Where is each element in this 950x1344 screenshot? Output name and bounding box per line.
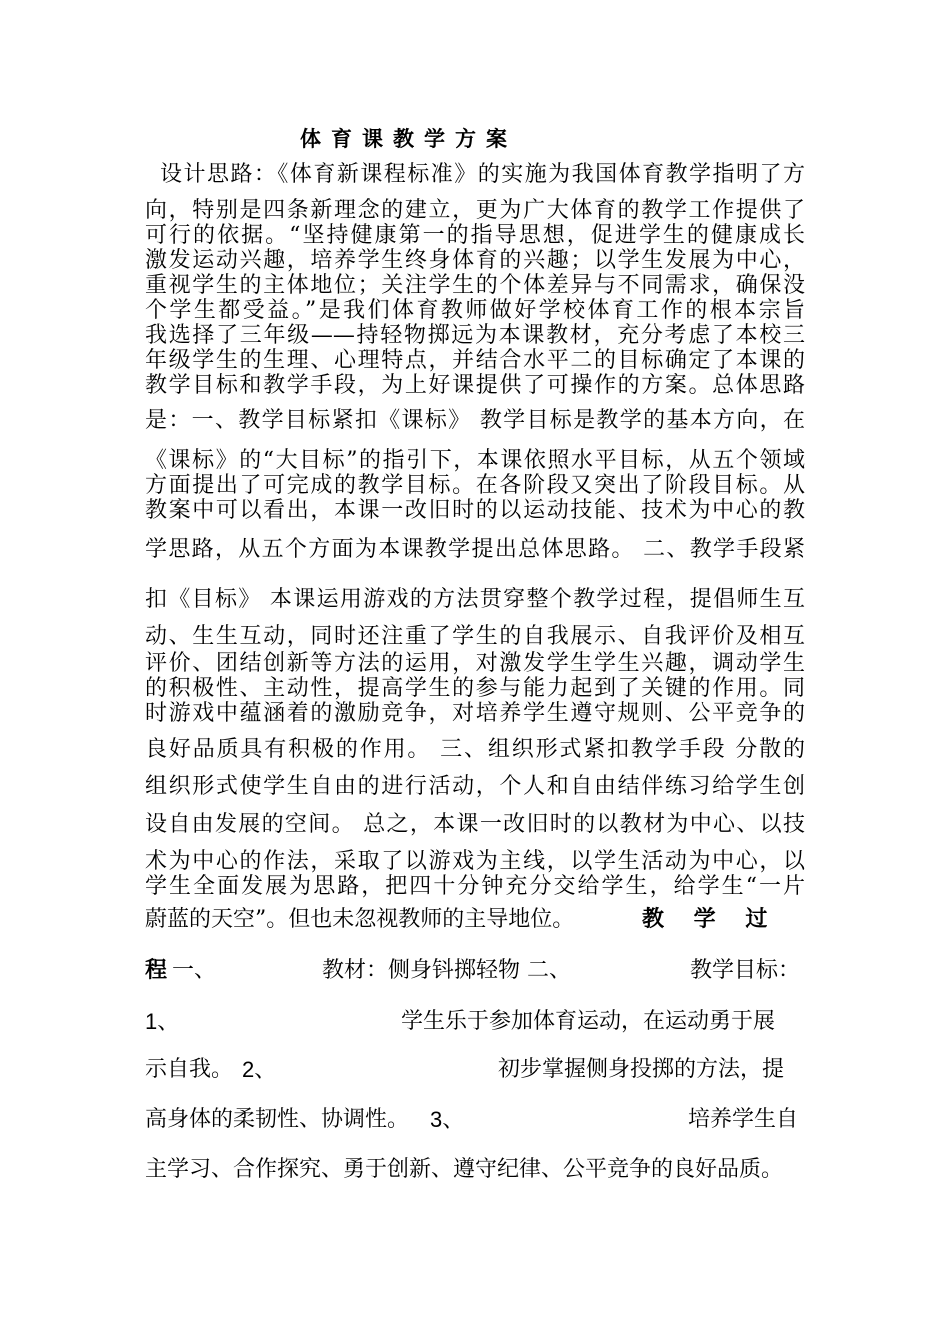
paragraph-line: 动、生生互动，同时还注重了学生的自我展示、自我评价及相互 [145, 624, 805, 649]
paragraph-line: 个学生都受益。”是我们体育教师做好学校体育工作的根本宗旨 [145, 298, 805, 323]
paragraph-line: 我选择了三年级——持轻物掷远为本课教材，充分考虑了本校三 [145, 323, 805, 348]
list-marker: 1、 [145, 1009, 180, 1034]
section-heading-part: 教 学 过 [642, 907, 768, 932]
paragraph-line: 组织形式使学生自由的进行活动，个人和自由结伴练习给学生创 [145, 774, 805, 799]
paragraph-line: 设自由发展的空间。 总之，本课一改旧时的以教材为中心、以技 [145, 812, 805, 837]
paragraph-line: 教学目标： [690, 958, 801, 983]
paragraph-line: 教学目标和教学手段，为上好课提供了可操作的方案。总体思路 [145, 373, 805, 398]
paragraph-line: 是：一、教学目标紧扣《课标》 教学目标是教学的基本方向，在 [145, 408, 805, 433]
list-marker: 一、 [172, 958, 217, 983]
list-marker: 3、 [430, 1107, 465, 1132]
paragraph-line: 年级学生的生理、心理特点，并结合水平二的目标确定了本课的 [145, 348, 805, 373]
paragraph-line: 可行的依据。“坚持健康第一的指导思想，促进学生的健康成长 [145, 223, 805, 248]
paragraph-line: 重视学生的主体地位；关注学生的个体差异与不同需求，确保没 [145, 273, 805, 298]
list-marker: 2、 [242, 1057, 277, 1082]
list-item-text: 高身体的柔韧性、协调性。 [145, 1107, 410, 1132]
paragraph-line: 教案中可以看出，本课一改旧时的以运动技能、技术为中心的教 [145, 498, 805, 523]
paragraph-line: 的积极性、主动性，提高学生的参与能力起到了关键的作用。同 [145, 676, 805, 701]
paragraph-line: 学思路，从五个方面为本课教学提出总体思路。 二、教学手段紧 [145, 537, 805, 562]
paragraph-line: 《课标》的“大目标”的指引下，本课依照水平目标，从五个领域 [145, 448, 805, 473]
section-heading-part: 程 [145, 958, 168, 983]
paragraph-line: 方面提出了可完成的教学目标。在各阶段又突出了阶段目标。从 [145, 473, 805, 498]
document-title: 体育课教学方案 [300, 127, 517, 151]
paragraph-line: 时游戏中蕴涵着的激励竞争，对培养学生遵守规则、公平竞争的 [145, 701, 805, 726]
paragraph-line: 激发运动兴趣，培养学生终身体育的兴趣；以学生发展为中心， [145, 248, 805, 273]
paragraph-line: 扣《目标》 本课运用游戏的方法贯穿整个教学过程，提倡师生互 [145, 587, 805, 612]
paragraph-line: 蔚蓝的天空”。但也未忽视教师的主导地位。 [145, 907, 575, 932]
list-item-text: 初步掌握侧身投掷的方法，提 [498, 1057, 785, 1082]
paragraph-line: 评价、团结创新等方法的运用，对激发学生学生兴趣，调动学生 [145, 651, 805, 676]
list-item-text: 学生乐于参加体育运动，在运动勇于展 [401, 1009, 776, 1034]
paragraph-line: 学生全面发展为思路，把四十分钟充分交给学生，给学生“一片 [145, 874, 805, 899]
paragraph-line: 术为中心的作法，采取了以游戏为主线，以学生活动为中心，以 [145, 849, 805, 874]
list-item-text: 示自我。 [145, 1057, 234, 1082]
list-item-text: 培养学生自 [688, 1107, 799, 1132]
paragraph-line: 设计思路：《体育新课程标准》的实施为我国体育教学指明了方 [160, 162, 805, 187]
paragraph-line: 向，特别是四条新理念的建立，更为广大体育的教学工作提供了 [145, 198, 805, 223]
paragraph-line: 良好品质具有积极的作用。 三、组织形式紧扣教学手段 分散的 [145, 737, 805, 762]
list-item-text: 主学习、合作探究、勇于创新、遵守纪律、公平竞争的良好品质。 [145, 1157, 784, 1182]
paragraph-line: 教材：侧身钭掷轻物 二、 [322, 958, 571, 983]
